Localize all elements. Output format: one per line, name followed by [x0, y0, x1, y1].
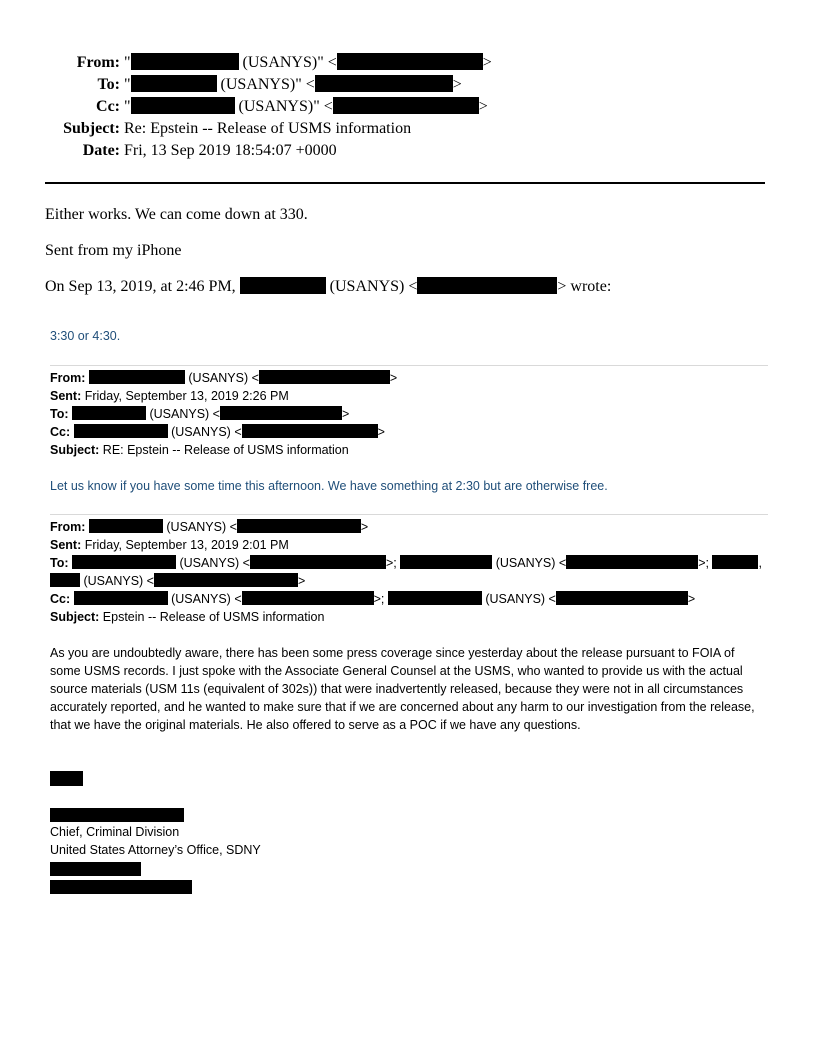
msg3-subject-line: [50, 608, 324, 626]
to-comma: ,: [758, 556, 762, 570]
redaction: [220, 406, 342, 420]
cc-org: (USANYS) <: [167, 592, 242, 606]
from-close: >: [389, 371, 398, 385]
header-divider: [45, 182, 765, 184]
cc-separator: >;: [373, 592, 388, 606]
msg2-cc-line: [50, 423, 385, 441]
redaction: [154, 573, 298, 587]
to-org: (USANYS) <: [176, 556, 250, 570]
wrote-prefix: On Sep 13, 2019, at 2:46 PM,: [45, 278, 240, 295]
sent-value: Friday, September 13, 2019 2:26 PM: [81, 389, 289, 403]
redaction: [131, 53, 239, 70]
cc-org: (USANYS) <: [481, 592, 556, 606]
msg3-to-line: [50, 554, 762, 572]
redaction: [417, 277, 557, 294]
from-org: (USANYS)" <: [238, 54, 337, 71]
cc-label: Cc:: [50, 425, 71, 439]
from-org: (USANYS) <: [184, 371, 259, 385]
to-org: (USANYS) <: [146, 407, 220, 421]
wrote-suffix: > wrote:: [557, 278, 612, 295]
redaction: [237, 519, 361, 533]
subject-label: Subject:: [50, 610, 100, 624]
subject-label: Subject:: [50, 443, 100, 457]
to-label: To:: [50, 556, 69, 570]
redaction: [89, 370, 185, 384]
sent-from-line: Sent from my iPhone: [45, 242, 182, 259]
redaction: [556, 591, 688, 605]
redaction: [388, 591, 482, 605]
cc-label: Cc:: [96, 98, 120, 115]
redaction: [131, 75, 217, 92]
msg2-sent-line: [50, 387, 289, 405]
cc-quote: ": [124, 98, 131, 115]
redaction: [50, 880, 192, 894]
message-divider: [50, 514, 768, 515]
wrote-line: [45, 277, 611, 297]
redaction: [74, 424, 168, 438]
header-cc-line: [0, 96, 760, 118]
msg2-from-line: [50, 369, 397, 387]
redaction: [566, 555, 698, 569]
to-label: To:: [50, 407, 69, 421]
redaction: [89, 519, 163, 533]
wrote-org: (USANYS) <: [325, 278, 418, 295]
cc-org: (USANYS) <: [167, 425, 242, 439]
to-org: (USANYS) <: [492, 556, 567, 570]
sent-label: Sent:: [50, 389, 82, 403]
message-body: As you are undoubtedly aware, there has been some press coverage since yesterday about the release pursuant to FOIA of some USMS records. I just spoke with the Associate General Counsel at the USMS, who wanted to provide us with the actual source materials (USM 11s (equivalent of 302s)) that were inadvertently released, because they were not in all circumstances accurately reported, and he wanted to make sure that if we are concerned about any harm to our investigation from the release, that we have the original materials. He also offered to serve as a POC if we have any questions.: [50, 646, 755, 732]
msg3-to-line-cont: [50, 572, 305, 590]
redaction: [242, 424, 378, 438]
cc-label: Cc:: [50, 592, 71, 606]
from-label: From:: [50, 371, 86, 385]
redaction: [50, 862, 141, 876]
to-close: >: [341, 407, 350, 421]
cc-org: (USANYS)" <: [234, 98, 333, 115]
from-label: From:: [76, 54, 120, 71]
header-subject-line: [0, 118, 760, 140]
redaction: [242, 591, 374, 605]
cc-close: >: [377, 425, 385, 439]
msg3-from-line: [50, 518, 368, 536]
subject-value: RE: Epstein -- Release of USMS information: [99, 443, 349, 457]
date-label: Date:: [82, 142, 120, 159]
redaction: [400, 555, 492, 569]
cc-close: >: [687, 592, 696, 606]
msg2-subject-line: [50, 441, 349, 459]
signature-title: Chief, Criminal Division: [50, 825, 180, 839]
to-org: (USANYS) <: [80, 574, 154, 588]
msg3-sent-line: [50, 536, 289, 554]
from-quote: ": [124, 54, 131, 71]
redaction: [337, 53, 483, 70]
redaction: [74, 591, 168, 605]
msg3-cc-line: [50, 590, 695, 608]
subject-value: Re: Epstein -- Release of USMS information: [124, 120, 412, 137]
header-date-line: [0, 140, 760, 162]
redaction: [250, 555, 386, 569]
redaction: [72, 406, 146, 420]
redaction: [259, 370, 390, 384]
cc-close: >: [478, 98, 488, 115]
signature-office: United States Attorney’s Office, SDNY: [50, 843, 261, 857]
redaction: [333, 97, 479, 114]
from-close: >: [360, 520, 369, 534]
message-body: 3:30 or 4:30.: [50, 329, 121, 343]
to-label: To:: [97, 76, 120, 93]
to-org: (USANYS)" <: [216, 76, 315, 93]
redaction: [50, 771, 83, 786]
redaction: [72, 555, 176, 569]
from-close: >: [482, 54, 492, 71]
to-separator: >;: [698, 556, 713, 570]
redaction: [315, 75, 453, 92]
to-close: >: [297, 574, 306, 588]
sent-value: Friday, September 13, 2019 2:01 PM: [81, 538, 289, 552]
header-to-line: [0, 74, 760, 96]
subject-value: Epstein -- Release of USMS information: [99, 610, 325, 624]
msg2-to-line: [50, 405, 349, 423]
to-separator: >;: [385, 556, 401, 570]
message-body: Let us know if you have some time this afternoon. We have something at 2:30 but are otherwise free.: [50, 479, 608, 493]
from-org: (USANYS) <: [162, 520, 237, 534]
redaction: [50, 573, 80, 587]
redaction: [131, 97, 235, 114]
to-close: >: [452, 76, 462, 93]
redaction: [50, 808, 184, 822]
message-divider: [50, 365, 768, 366]
redaction: [712, 555, 758, 569]
sent-label: Sent:: [50, 538, 82, 552]
redaction: [240, 277, 326, 294]
from-label: From:: [50, 520, 86, 534]
subject-label: Subject:: [63, 120, 120, 137]
reply-line: Either works. We can come down at 330.: [45, 206, 308, 223]
date-value: Fri, 13 Sep 2019 18:54:07 +0000: [124, 142, 337, 159]
to-quote: ": [124, 76, 131, 93]
header-from-line: [0, 52, 760, 74]
